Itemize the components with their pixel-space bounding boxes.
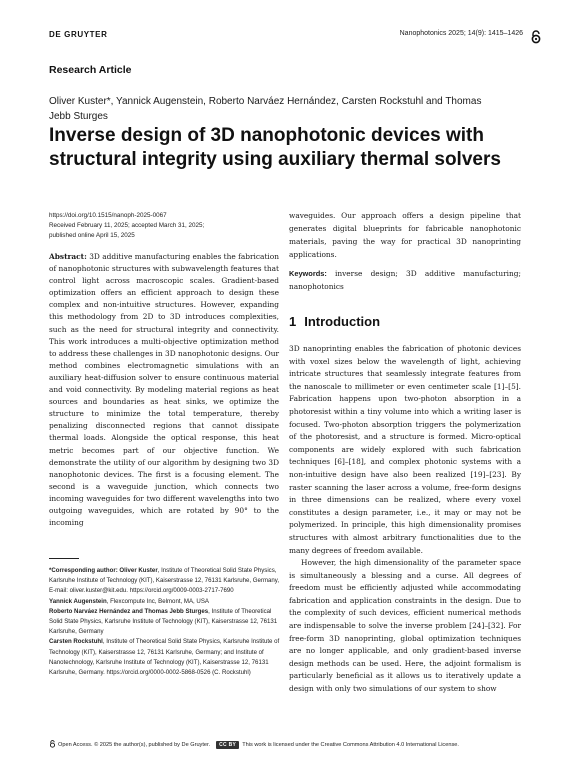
section-title: Introduction: [304, 314, 381, 329]
publisher-name: DE GRUYTER: [49, 30, 108, 39]
license-statement: This work is licensed under the Creative Commons Attribution 4.0 International License.: [242, 742, 459, 748]
received-date: Received February 11, 2025; accepted March 31, 2025;: [49, 222, 205, 229]
footnote-divider: [49, 558, 79, 559]
abstract-label: Abstract:: [49, 252, 87, 261]
cc-by-icon[interactable]: CC BY: [216, 741, 239, 749]
author-footnotes: [49, 566, 281, 678]
license-footer: [49, 740, 529, 752]
abstract: [49, 251, 279, 529]
keywords-label: Keywords:: [289, 269, 327, 278]
section-number: 1: [289, 314, 297, 329]
page-header: [49, 30, 527, 44]
journal-reference: Nanophotonics 2025; 14(9): 1415–1426: [399, 30, 523, 37]
introduction-body: [289, 343, 521, 696]
author-list: Oliver Kuster*, Yannick Augenstein, Roberto Narváez Hernández, Carsten Rockstuhl and Thomas Jebb Sturges: [49, 96, 482, 122]
intro-paragraph-2: However, the high dimensionality of the parameter space is simultaneously a blessing and a curse. All degrees of freedom must be efficiently adjusted while accommodating fabrication and application constraints in the design. Due to the complexity of such devices, efficient numerical methods are indispensable to solve the inverse problem [24]–[32]. For free-form 3D nanoprinting, global optimization techniques are no longer applicable, and only gradient-based inverse design methods can be used. Here, the adjoint formalism is particularly beneficial as it allows us to iteratively update a design with only two simulations of our system to show: [289, 558, 521, 694]
section-heading-introduction: [289, 314, 380, 329]
footnote-corresponding-text: , Institute of Theoretical Solid State Physics, Karlsruhe Institute of Technology (KIT), Kaiserstrasse 12, 76131 Karlsruhe, Germany, E-mail: oliver.kuster@kit.edu. https://orcid.org/0009-0003-2717-7690: [49, 567, 280, 595]
abstract-continuation: waveguides. Our approach offers a design pipeline that generates digital blueprints for fabricable nanophotonic materials, paving the way for practical 3D nanoprinting applications.: [289, 211, 521, 259]
footnote-rockstuhl-label: Carsten Rockstuhl: [49, 638, 103, 646]
footnote-corresponding-label: *Corresponding author: Oliver Kuster: [49, 567, 158, 574]
footnote-augenstein-label: Yannick Augenstein: [49, 597, 107, 605]
footnote-hernandez-text: , Institute of Theoretical Solid State Physics, Karlsruhe Institute of Technology (KIT), Kaiserstrasse 12, 76131 Karlsruhe, Germany: [49, 607, 278, 636]
footnote-hernandez-sturges: [49, 607, 281, 638]
article-type-label: Research Article: [49, 64, 132, 76]
footnote-hernandez-label: Roberto Narváez Hernández and Thomas Jebb Sturges: [49, 607, 209, 615]
article-metadata: [49, 211, 279, 241]
keywords: [289, 268, 521, 293]
keywords-text: inverse design; 3D additive manufacturing; nanophotonics: [289, 269, 521, 291]
footnote-rockstuhl: [49, 637, 281, 678]
open-access-icon: [530, 30, 542, 44]
article-title: Inverse design of 3D nanophotonic devices with structural integrity using auxiliary thermal solvers: [49, 125, 501, 170]
footnote-corresponding: [49, 566, 281, 597]
footnote-augenstein-text: , Flexcompute Inc, Belmont, MA, USA: [106, 597, 209, 605]
open-access-statement: Open Access. © 2025 the author(s), published by De Gruyter.: [58, 742, 211, 748]
published-date: published online April 15, 2025: [49, 232, 135, 239]
open-access-icon: [49, 740, 56, 748]
footnote-augenstein: [49, 597, 281, 607]
doi-link[interactable]: https://doi.org/10.1515/nanoph-2025-0067: [49, 212, 167, 219]
abstract-text: 3D additive manufacturing enables the fabrication of nanophotonic structures with subwavelength features that control light across macroscopic scales. Gradient-based optimization offers an efficient approach to design these complex and non-intuitive structures. However, expanding this methodology from 2D to 3D introduces complexities, such as the need for structural integrity and connectivity. This work introduces a multi-objective optimization method to address these challenges in 3D nanophotonic designs. Our method combines electromagnetic simulations with an auxiliary heat-diffusion solver to ensure continuous material and void connectivity. By modeling material regions as heat sources and boundaries as heat sinks, we optimize the structure to minimize the total temperature, thereby penalizing disconnected regions that cannot dissipate thermal loads. Alongside the optical response, this heat metric becomes part of our objective function. We demonstrate the utility of our algorithm by designing two 3D nanophotonic devices. The first is a focusing element. The second is a waveguide junction, which connects two incoming waveguides for two different wavelengths into two outgoing waveguides, which are rotated by 90° to the incoming: [49, 252, 279, 528]
intro-paragraph-1: 3D nanoprinting enables the fabrication of photonic devices with voxel sizes below the wavelength of light, achieving intricate structures that seamlessly integrate features from the nanoscale to millimeter or even centimeter scale [1]–[5]. Fabrication happens upon two-photon absorption in a photoresist within a tiny volume into which a writing laser is focused. Two-photon absorption triggers the polymerization of the photoresist, and a structure is formed. Micro-optical components are widely explored with such fabrication techniques [6]–[18], and complex photonic systems with a non-intuitive design have also been realized [19]–[23]. By raster scanning the laser across a volume, free-form designs in three dimensions can be realized, where every voxel constitutes a design parameter, i.e., it may or may not be polymerized. In principle, this high dimensionality promises structures with almost arbitrary functionalities due to the many degrees of freedom available.: [289, 344, 521, 555]
footnote-rockstuhl-text: , Institute of Theoretical Solid State Physics, Karlsruhe Institute of Technology (KIT), Kaiserstrasse 12, 76131 Karlsruhe, Germany; and Institute of Nanotechnology, Karlsruhe Institute of Technology (KIT), Kaiserstrasse 12, 76131 Karlsruhe, Germany. https://orcid.org/0000-0002-5868-0526 (C. Rockstuhl): [49, 638, 280, 677]
